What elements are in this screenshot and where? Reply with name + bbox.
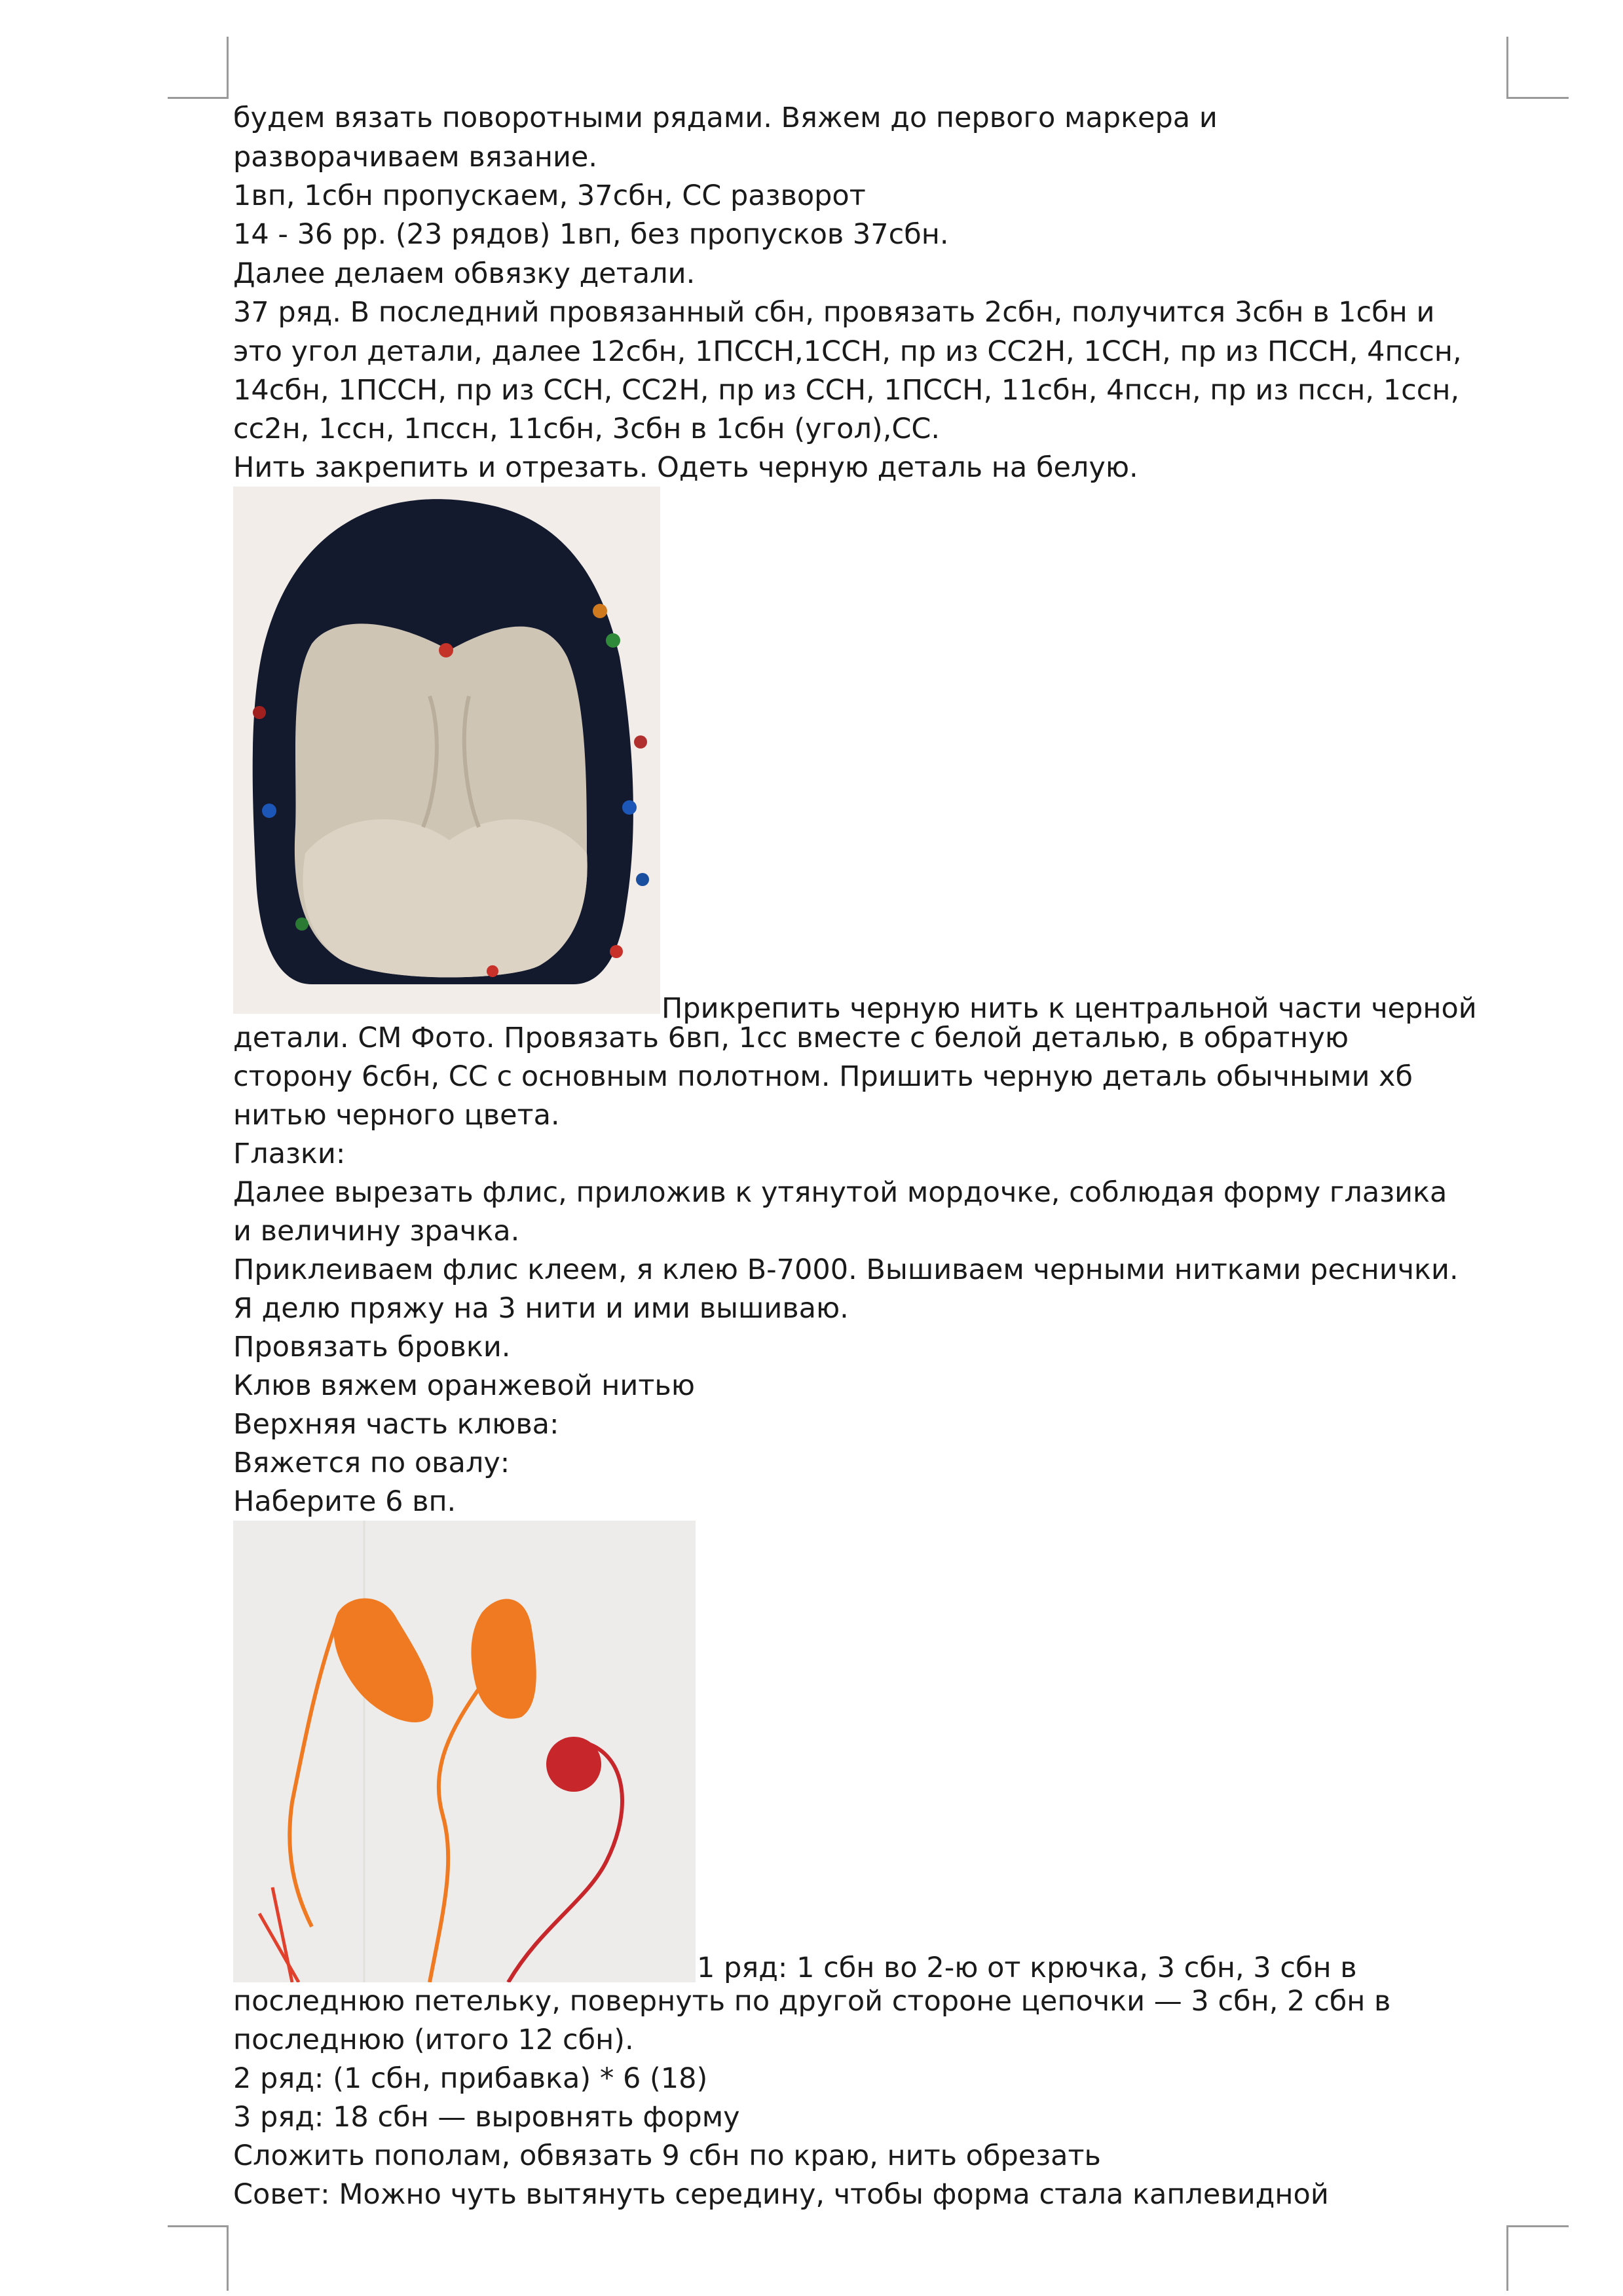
crop-mark-top-left-h — [168, 97, 229, 99]
text-line: 1вп, 1сбн пропускаем, 37сбн, СС разворот — [233, 179, 866, 212]
text-line: нитью черного цвета. — [233, 1099, 560, 1132]
text-line: будем вязать поворотными рядами. Вяжем до первого маркера и — [233, 102, 1218, 134]
photo2-caption-line: 1 ряд: 1 сбн во 2-ю от крючка, 3 сбн, 3 сбн в — [697, 1952, 1357, 1984]
crop-mark-top-left-v — [227, 37, 229, 97]
text-line: сс2н, 1ссн, 1пссн, 11сбн, 3сбн в 1сбн (угол),СС. — [233, 413, 941, 445]
penguin-head-photo — [233, 487, 660, 1014]
text-line: 14сбн, 1ПССН, пр из ССН, СС2Н, пр из ССН, 1ПССН, 11сбн, 4пссн, пр из пссн, 1ссн, — [233, 374, 1460, 407]
crop-mark-top-right-v — [1506, 37, 1508, 97]
section-heading: Глазки: — [233, 1138, 346, 1170]
text-line: последнюю петельку, повернуть по другой стороне цепочки — 3 сбн, 2 сбн в — [233, 1985, 1391, 2018]
text-line: Далее вырезать флис, приложив к утянутой мордочке, соблюдая форму глазика — [233, 1176, 1447, 1209]
text-line: 2 ряд: (1 сбн, прибавка) * 6 (18) — [233, 2062, 708, 2095]
text-line: разворачиваем вязание. — [233, 141, 598, 174]
text-line: 3 ряд: 18 сбн — выровнять форму — [233, 2101, 740, 2134]
text-line: это угол детали, далее 12сбн, 1ПССН,1ССН, пр из СС2Н, 1ССН, пр из ПССН, 4пссн, — [233, 335, 1462, 368]
text-line: Провязать бровки. — [233, 1331, 511, 1363]
text-line: Наберите 6 вп. — [233, 1485, 457, 1518]
crop-mark-bottom-right-h — [1506, 2225, 1569, 2227]
crop-mark-top-right-h — [1506, 97, 1569, 99]
text-line: 14 - 36 рр. (23 рядов) 1вп, без пропусков 37сбн. — [233, 218, 949, 251]
text-line: 37 ряд. В последний провязанный сбн, провязать 2сбн, получится 3сбн в 1сбн и — [233, 296, 1435, 329]
photo1-caption-line: Прикрепить черную нить к центральной части черной — [662, 992, 1477, 1025]
crop-mark-bottom-right-v — [1506, 2225, 1508, 2291]
text-line: Сложить пополам, обвязать 9 сбн по краю, нить обрезать — [233, 2139, 1101, 2172]
text-line: Клюв вяжем оранжевой нитью — [233, 1369, 695, 1402]
text-line: Нить закрепить и отрезать. Одеть черную деталь на белую. — [233, 451, 1138, 484]
text-line: Совет: Можно чуть вытянуть середину, чтобы форма стала каплевидной — [233, 2178, 1329, 2211]
text-line: Вяжется по овалу: — [233, 1447, 510, 1479]
text-line: Приклеиваем флис клеем, я клею В-7000. Вышиваем черными нитками реснички. — [233, 1253, 1459, 1286]
text-line: Верхняя часть клюва: — [233, 1408, 559, 1441]
text-line: Далее делаем обвязку детали. — [233, 257, 696, 290]
crop-mark-bottom-left-h — [168, 2225, 229, 2227]
text-line: последнюю (итого 12 сбн). — [233, 2024, 634, 2056]
text-line: детали. СМ Фото. Провязать 6вп, 1сс вместе с белой деталью, в обратную — [233, 1022, 1349, 1054]
crop-mark-bottom-left-v — [227, 2225, 229, 2291]
text-line: Я делю пряжу на 3 нити и ими вышиваю. — [233, 1292, 849, 1325]
beak-pieces-photo — [233, 1521, 696, 1982]
text-line: и величину зрачка. — [233, 1215, 520, 1248]
text-line: сторону 6сбн, СС с основным полотном. Пришить черную деталь обычными хб — [233, 1060, 1413, 1093]
